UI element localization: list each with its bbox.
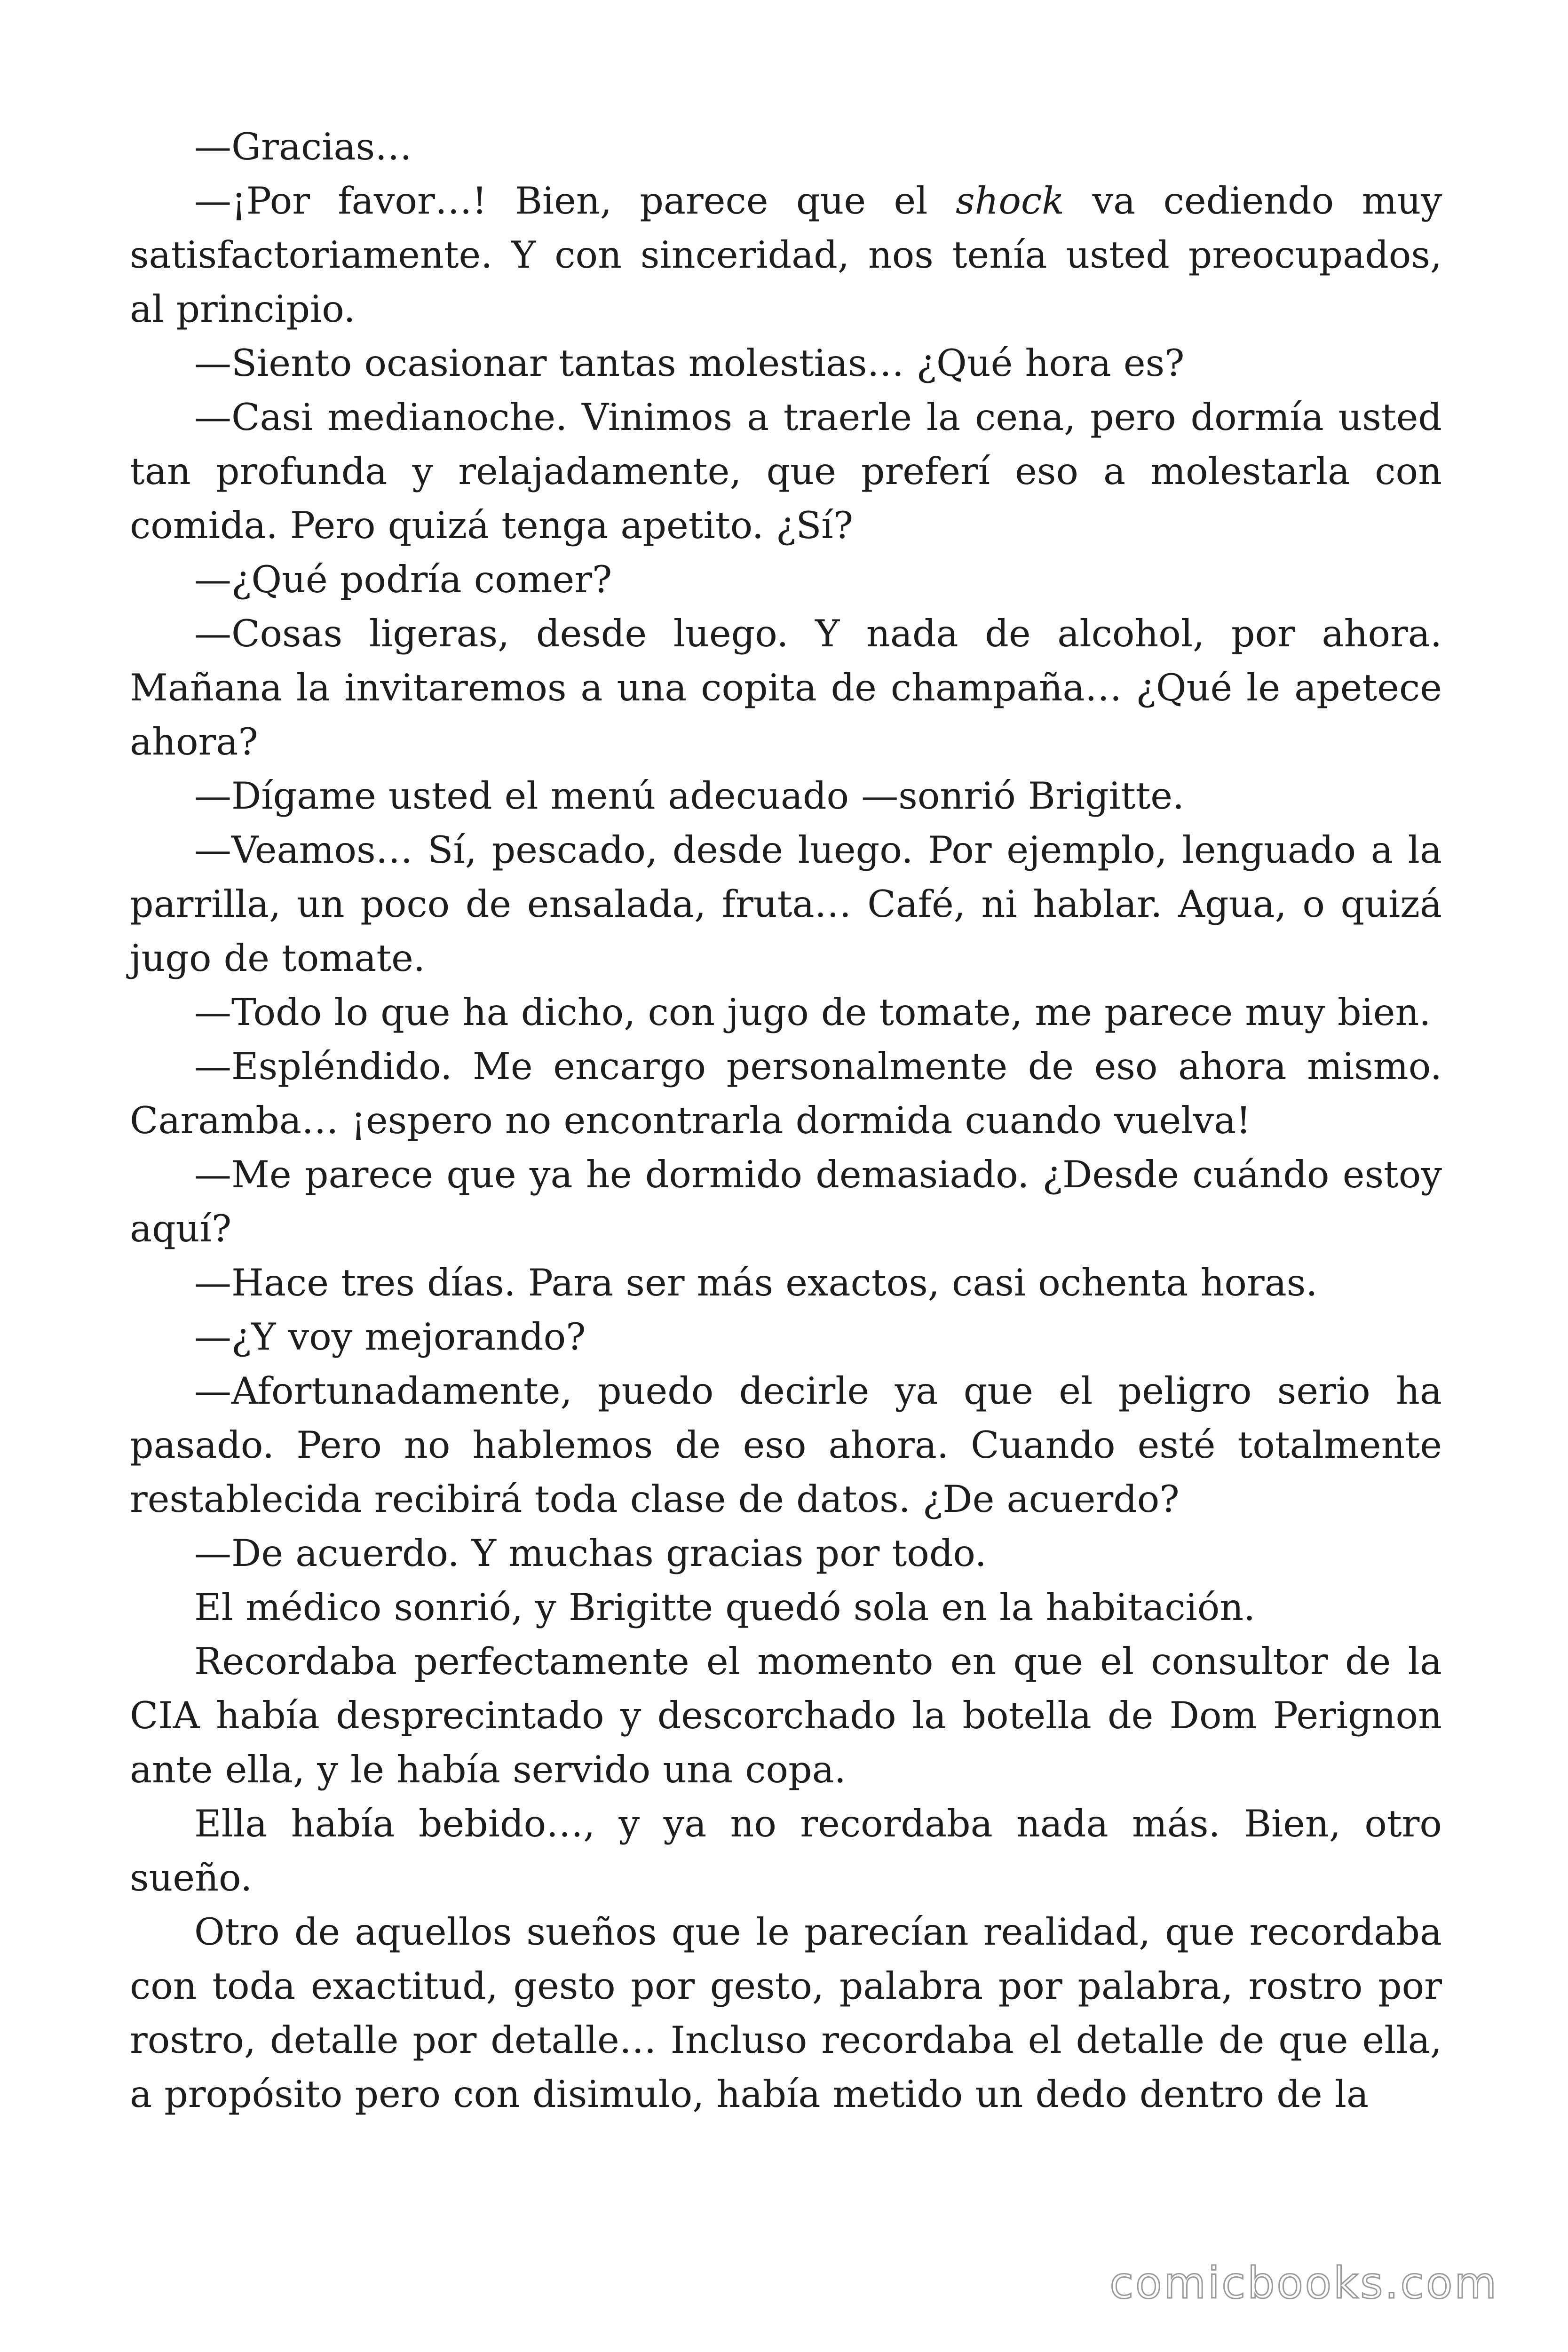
paragraph: —Veamos… Sí, pescado, desde luego. Por ejemplo, lenguado a la parrilla, un poco de ensalada, fruta… Café, ni hablar. Agua, o quizá jugo de tomate.: [130, 828, 1442, 980]
paragraph: —Siento ocasionar tantas molestias… ¿Qué hora es?: [194, 342, 1185, 385]
paragraph: —¡Por favor…! Bien, parece que el shock va cediendo muy satisfactoriamente. Y con sinceridad, nos tenía usted preocupados, al principio.: [130, 179, 1442, 331]
paragraph: —Me parece que ya he dormido demasiado. ¿Desde cuándo estoy aquí?: [130, 1153, 1442, 1250]
paragraph: Otro de aquellos sueños que le parecían realidad, que recordaba con toda exactitud, gesto por gesto, palabra por palabra, rostro por rostro, detalle por detalle… Incluso recordaba el detalle de que ella, a propósito pero con disimulo, había metido un dedo dentro de la: [130, 1910, 1442, 2116]
paragraph: —Afortunadamente, puedo decirle ya que el peligro serio ha pasado. Pero no hablemos de eso ahora. Cuando esté totalmente restablecida recibirá toda clase de datos. ¿De acuerdo?: [130, 1369, 1442, 1521]
paragraph: —Dígame usted el menú adecuado —sonrió Brigitte.: [194, 774, 1185, 818]
paragraph: —Todo lo que ha dicho, con jugo de tomate, me parece muy bien.: [194, 991, 1431, 1034]
paragraph: —Hace tres días. Para ser más exactos, casi ochenta horas.: [194, 1261, 1318, 1304]
body-text: [130, 120, 1442, 2122]
paragraph: —¿Y voy mejorando?: [194, 1315, 586, 1359]
paragraph: —De acuerdo. Y muchas gracias por todo.: [194, 1532, 987, 1575]
paragraph: —Gracias…: [194, 125, 412, 168]
emphasis-text: shock: [955, 179, 1065, 222]
paragraph: Ella había bebido…, y ya no recordaba nada más. Bien, otro sueño.: [130, 1802, 1442, 1899]
paragraph: Recordaba perfectamente el momento en que el consultor de la CIA había desprecintado y descorchado la botella de Dom Perignon ante ella, y le había servido una copa.: [130, 1640, 1442, 1791]
paragraph: —Cosas ligeras, desde luego. Y nada de alcohol, por ahora. Mañana la invitaremos a una copita de champaña… ¿Qué le apetece ahora?: [130, 612, 1442, 763]
paragraph: —Espléndido. Me encargo personalmente de eso ahora mismo. Caramba… ¡espero no encontrarla dormida cuando vuelva!: [130, 1045, 1442, 1142]
paragraph: El médico sonrió, y Brigitte quedó sola en la habitación.: [194, 1586, 1256, 1629]
paragraph: —¿Qué podría comer?: [194, 558, 612, 601]
paragraph: —Casi medianoche. Vinimos a traerle la cena, pero dormía usted tan profunda y relajadamente, que preferí eso a molestarla con comida. Pero quizá tenga apetito. ¿Sí?: [130, 396, 1442, 547]
watermark: comicbooks.com: [1109, 2258, 1498, 2308]
